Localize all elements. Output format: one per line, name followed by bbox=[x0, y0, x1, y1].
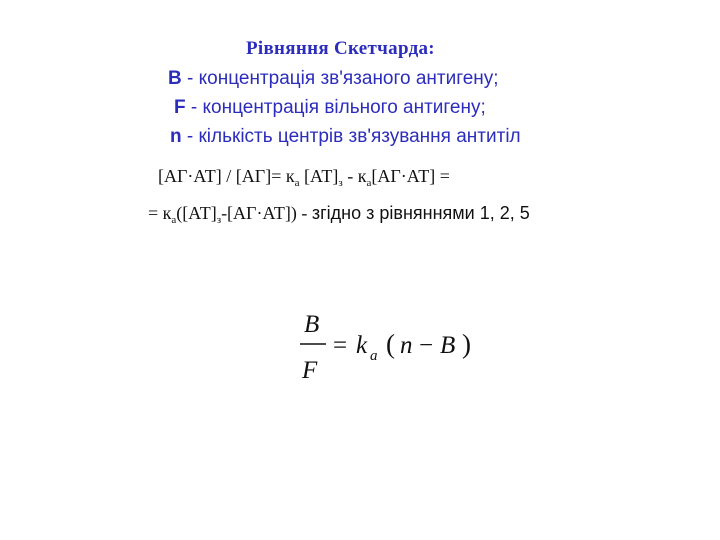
equation-line-1 bbox=[158, 166, 450, 187]
equation-subscript: а bbox=[366, 177, 372, 189]
equation-text: = к bbox=[148, 203, 172, 223]
formula-n: n bbox=[400, 332, 413, 359]
formula-numerator: B bbox=[304, 311, 320, 338]
definition-text: - кількість центрів зв'язування антитіл bbox=[181, 126, 521, 147]
slide-title: Рівняння Скетчарда: bbox=[246, 38, 435, 59]
definition-symbol: n bbox=[170, 126, 182, 147]
formula-b: B bbox=[440, 332, 456, 359]
equation-text: - к bbox=[342, 166, 367, 186]
formula-denominator: F bbox=[302, 357, 318, 384]
equation-text: [АГ·АТ] = bbox=[371, 166, 450, 186]
formula-close-paren: ) bbox=[462, 329, 471, 359]
equation-text: [АГ·АТ] / [АГ]= к bbox=[158, 166, 295, 186]
equation-text: ([АТ] bbox=[176, 203, 217, 223]
equation-subscript: з bbox=[338, 177, 343, 189]
equation-subscript: а bbox=[294, 177, 300, 189]
formula-open-paren: ( bbox=[386, 329, 395, 359]
formula-k-subscript: a bbox=[370, 348, 378, 364]
definition-b bbox=[168, 68, 499, 90]
definition-f bbox=[174, 97, 486, 119]
formula-minus: − bbox=[419, 332, 434, 359]
definition-n bbox=[170, 126, 521, 148]
definition-text: - концентрація зв'язаного антигену; bbox=[181, 68, 499, 89]
scatchard-formula bbox=[290, 300, 490, 390]
formula-k: k bbox=[356, 332, 368, 359]
equation-text: -[АГ·АТ]) - bbox=[221, 203, 312, 223]
equation-subscript: а bbox=[171, 214, 177, 226]
equation-line-2 bbox=[148, 203, 530, 224]
formula-equals: = bbox=[333, 332, 348, 359]
equation-text: згідно з рівняннями 1, 2, 5 bbox=[311, 203, 530, 223]
equation-subscript: з bbox=[216, 214, 222, 226]
definition-symbol: B bbox=[168, 68, 182, 89]
definition-text: - концентрація вільного антигену; bbox=[185, 97, 486, 118]
equation-text: [АТ] bbox=[299, 166, 339, 186]
definition-symbol: F bbox=[174, 97, 186, 118]
